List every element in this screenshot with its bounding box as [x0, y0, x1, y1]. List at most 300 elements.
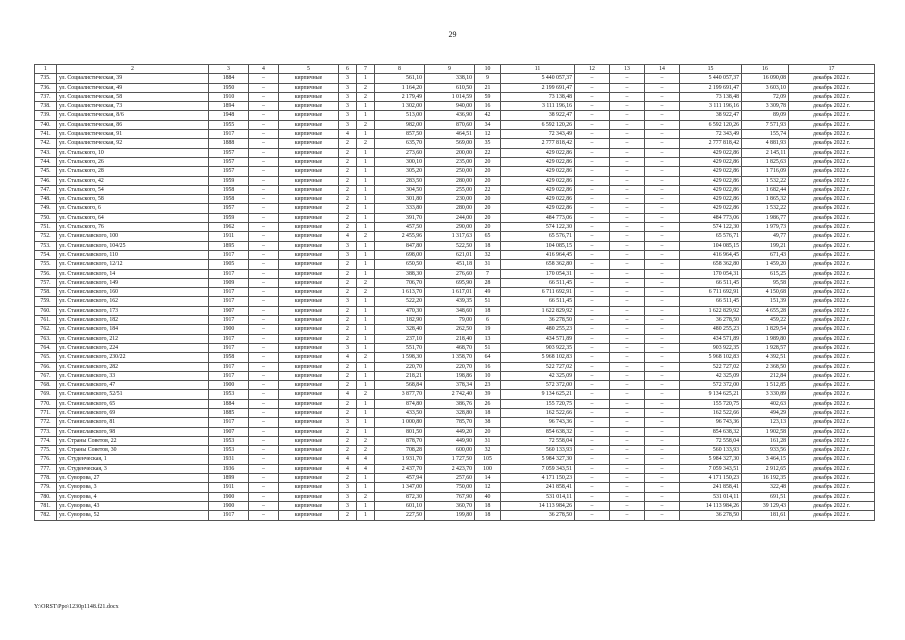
table-cell: 1	[357, 325, 375, 334]
table-cell: кирпичные	[279, 288, 339, 297]
table-cell: 51	[475, 297, 501, 306]
column-number-cell: 1	[35, 65, 57, 74]
table-cell: –	[610, 167, 645, 176]
table-cell: 742.	[35, 139, 57, 148]
table-cell: 333,80	[375, 204, 425, 213]
table-cell: –	[610, 223, 645, 232]
table-cell: 290,00	[425, 223, 475, 232]
table-cell: –	[645, 362, 680, 371]
table-cell: –	[249, 511, 279, 520]
table-cell: 182,90	[375, 316, 425, 325]
column-number-cell: 12	[575, 65, 610, 74]
table-cell: 1	[357, 111, 375, 120]
table-cell: 2	[357, 278, 375, 287]
table-cell: –	[249, 306, 279, 315]
table-cell: –	[249, 269, 279, 278]
table-cell: –	[645, 455, 680, 464]
table-cell: –	[645, 92, 680, 101]
table-cell: 433,50	[375, 408, 425, 417]
column-number-cell: 10	[475, 65, 501, 74]
table-cell: 449,20	[425, 427, 475, 436]
table-cell: –	[575, 436, 610, 445]
table-cell: –	[575, 399, 610, 408]
table-cell: ул. Станиславского, 52/51	[57, 390, 209, 399]
table-cell: 1907	[209, 427, 249, 436]
table-cell: 484 773,06	[680, 213, 742, 222]
table-cell: 874,80	[375, 399, 425, 408]
table-cell: 764.	[35, 343, 57, 352]
table-cell: 2	[339, 446, 357, 455]
table-row	[35, 474, 875, 483]
table-cell: 72 558,04	[501, 436, 575, 445]
table-cell: 5 440 057,37	[680, 74, 742, 83]
table-cell: декабрь 2022 г.	[789, 334, 875, 343]
table-cell: 1888	[209, 139, 249, 148]
column-number-cell: 8	[375, 65, 425, 74]
table-cell: 759.	[35, 297, 57, 306]
table-cell: 1955	[209, 120, 249, 129]
table-cell: –	[249, 176, 279, 185]
table-cell: –	[610, 511, 645, 520]
table-cell: 1911	[209, 232, 249, 241]
table-cell: декабрь 2022 г.	[789, 436, 875, 445]
table-cell: 2	[339, 185, 357, 194]
table-cell: 218,21	[375, 371, 425, 380]
table-cell: 7 571,93	[742, 120, 789, 129]
table-cell: 1958	[209, 195, 249, 204]
table-cell: 32	[475, 446, 501, 455]
table-row	[35, 260, 875, 269]
table-cell: –	[249, 92, 279, 101]
table-cell: декабрь 2022 г.	[789, 269, 875, 278]
table-cell: 12	[475, 483, 501, 492]
table-cell: –	[249, 418, 279, 427]
table-cell: 2	[339, 511, 357, 520]
table-cell: 162 522,66	[680, 408, 742, 417]
table-cell: 2	[339, 371, 357, 380]
table-cell: декабрь 2022 г.	[789, 157, 875, 166]
table-cell: –	[610, 241, 645, 250]
table-cell: 857,50	[375, 130, 425, 139]
table-cell: ул. Станиславского, 104/25	[57, 241, 209, 250]
table-cell: 480 255,23	[501, 325, 575, 334]
table-cell: –	[610, 83, 645, 92]
table-cell: 14	[475, 474, 501, 483]
table-cell: 1958	[209, 353, 249, 362]
table-cell: 429 022,86	[501, 148, 575, 157]
table-cell: –	[249, 371, 279, 380]
table-cell: ул. Стальского, 64	[57, 213, 209, 222]
table-cell: 2 145,11	[742, 148, 789, 157]
table-cell: –	[249, 501, 279, 510]
table-cell: ул. Суворова, 4	[57, 492, 209, 501]
table-cell: декабрь 2022 г.	[789, 92, 875, 101]
table-cell: 769.	[35, 390, 57, 399]
column-number-row	[35, 65, 875, 74]
column-number-cell: 17	[789, 65, 875, 74]
table-cell: ул. Станиславского, 160	[57, 288, 209, 297]
table-row	[35, 288, 875, 297]
table-cell: ул. Страны Советов, 22	[57, 436, 209, 445]
table-cell: 235,00	[425, 157, 475, 166]
table-cell: 72 343,49	[680, 130, 742, 139]
table-cell: 42 325,09	[680, 371, 742, 380]
table-cell: 560 133,93	[680, 446, 742, 455]
table-cell: 494,29	[742, 408, 789, 417]
table-cell: 775.	[35, 446, 57, 455]
table-cell: 6 592 120,26	[501, 120, 575, 129]
table-cell: 2	[339, 195, 357, 204]
table-cell: –	[645, 223, 680, 232]
table-cell: 16 192,35	[742, 474, 789, 483]
table-cell: 2	[357, 446, 375, 455]
table-cell: ул. Суворова, 43	[57, 501, 209, 510]
table-cell: 283,50	[375, 176, 425, 185]
table-cell: –	[645, 241, 680, 250]
table-cell: –	[575, 213, 610, 222]
table-row	[35, 399, 875, 408]
table-cell: 1 613,70	[375, 288, 425, 297]
table-cell: 1	[357, 483, 375, 492]
table-cell: 1 532,22	[742, 176, 789, 185]
table-cell: 1907	[209, 306, 249, 315]
table-cell: 104 085,15	[680, 241, 742, 250]
table-cell: кирпичные	[279, 511, 339, 520]
table-cell: –	[645, 353, 680, 362]
table-cell: –	[610, 436, 645, 445]
table-cell: 429 022,86	[501, 195, 575, 204]
table-cell: 773.	[35, 427, 57, 436]
table-cell: 1953	[209, 436, 249, 445]
table-cell: ул. Суворова, 27	[57, 474, 209, 483]
table-cell: 1	[357, 418, 375, 427]
table-cell: 1	[357, 176, 375, 185]
table-cell: 1959	[209, 176, 249, 185]
table-cell: 470,30	[375, 306, 425, 315]
table-cell: 38 922,47	[680, 111, 742, 120]
table-cell: 36 278,50	[680, 316, 742, 325]
table-cell: декабрь 2022 г.	[789, 390, 875, 399]
table-cell: кирпичные	[279, 232, 339, 241]
table-cell: 1 865,32	[742, 195, 789, 204]
table-cell: 66 511,45	[501, 278, 575, 287]
table-cell: декабрь 2022 г.	[789, 167, 875, 176]
table-cell: 772.	[35, 418, 57, 427]
table-cell: 691,51	[742, 492, 789, 501]
table-cell: –	[645, 130, 680, 139]
table-cell: ул. Социалистическая, 39	[57, 74, 209, 83]
table-cell: 73 138,48	[680, 92, 742, 101]
table-cell: 1900	[209, 501, 249, 510]
table-cell: –	[610, 195, 645, 204]
table-cell: кирпичные	[279, 185, 339, 194]
table-cell: кирпичные	[279, 427, 339, 436]
table-cell: 708,28	[375, 446, 425, 455]
table-cell: 2	[339, 381, 357, 390]
table-row	[35, 297, 875, 306]
table-cell: –	[249, 390, 279, 399]
table-cell: 1 347,00	[375, 483, 425, 492]
table-cell: кирпичные	[279, 483, 339, 492]
table-cell: 9 134 625,21	[501, 390, 575, 399]
table-cell: 2 437,70	[375, 464, 425, 473]
table-cell: 615,25	[742, 269, 789, 278]
table-cell: –	[249, 260, 279, 269]
table-cell: 777.	[35, 464, 57, 473]
table-cell: 1 000,80	[375, 418, 425, 427]
table-cell: 18	[475, 511, 501, 520]
column-number-cell: 5	[279, 65, 339, 74]
table-cell: 770.	[35, 399, 57, 408]
table-cell: –	[249, 446, 279, 455]
table-cell: 1 986,77	[742, 213, 789, 222]
table-cell: 766.	[35, 362, 57, 371]
table-cell: 161,28	[742, 436, 789, 445]
table-cell: –	[575, 427, 610, 436]
table-cell: декабрь 2022 г.	[789, 185, 875, 194]
table-cell: 735.	[35, 74, 57, 83]
table-cell: 459,22	[742, 316, 789, 325]
table-cell: 903 922,35	[501, 343, 575, 352]
table-cell: 1895	[209, 241, 249, 250]
table-cell: 2	[357, 83, 375, 92]
table-cell: кирпичные	[279, 120, 339, 129]
table-cell: ул. Станиславского, 110	[57, 250, 209, 259]
table-cell: 2 912,65	[742, 464, 789, 473]
table-cell: 1 512,85	[742, 381, 789, 390]
table-cell: 4 171 150,23	[680, 474, 742, 483]
table-cell: –	[575, 167, 610, 176]
table-cell: 4 392,51	[742, 353, 789, 362]
table-cell: –	[249, 139, 279, 148]
table-cell: –	[610, 111, 645, 120]
table-cell: 1	[357, 260, 375, 269]
table-cell: 2	[339, 176, 357, 185]
table-cell: 220,70	[425, 362, 475, 371]
table-cell: декабрь 2022 г.	[789, 306, 875, 315]
table-cell: –	[645, 418, 680, 427]
table-cell: 79,00	[425, 316, 475, 325]
table-cell: 753.	[35, 241, 57, 250]
table-cell: –	[575, 157, 610, 166]
table-cell: –	[249, 362, 279, 371]
table-cell: ул. Станиславского, 162	[57, 297, 209, 306]
table-cell: 2	[339, 223, 357, 232]
table-cell: –	[249, 204, 279, 213]
table-cell: 522,50	[425, 241, 475, 250]
table-cell: –	[575, 92, 610, 101]
table-cell: кирпичные	[279, 353, 339, 362]
table-cell: 468,70	[425, 343, 475, 352]
table-cell: ул. Стальского, 42	[57, 176, 209, 185]
table-cell: 739.	[35, 111, 57, 120]
table-cell: кирпичные	[279, 464, 339, 473]
table-cell: кирпичные	[279, 278, 339, 287]
table-cell: –	[575, 362, 610, 371]
table-cell: 2	[339, 148, 357, 157]
table-cell: кирпичные	[279, 139, 339, 148]
table-cell: 1885	[209, 408, 249, 417]
table-cell: 531 014,11	[680, 492, 742, 501]
table-cell: 1917	[209, 362, 249, 371]
table-cell: –	[645, 102, 680, 111]
table-cell: 386,76	[425, 399, 475, 408]
table-cell: 49,77	[742, 232, 789, 241]
table-cell: ул. Станиславского, 224	[57, 343, 209, 352]
table-cell: 1	[357, 511, 375, 520]
table-row	[35, 278, 875, 287]
table-cell: 1	[357, 204, 375, 213]
column-number-cell: 9	[425, 65, 475, 74]
table-cell: 2	[339, 157, 357, 166]
table-cell: –	[249, 436, 279, 445]
table-cell: 3	[339, 343, 357, 352]
table-cell: 1	[357, 371, 375, 380]
table-cell: 3	[339, 297, 357, 306]
table-cell: 170 054,31	[501, 269, 575, 278]
table-cell: 429 022,86	[501, 157, 575, 166]
table-cell: 429 022,86	[501, 167, 575, 176]
table-cell: 780.	[35, 492, 57, 501]
table-cell: 2	[339, 288, 357, 297]
table-cell: кирпичные	[279, 325, 339, 334]
table-cell: –	[249, 483, 279, 492]
table-cell: 16	[475, 102, 501, 111]
table-cell: –	[575, 269, 610, 278]
table-cell: –	[610, 130, 645, 139]
table-cell: 1	[357, 223, 375, 232]
table-cell: 18	[475, 306, 501, 315]
table-cell: –	[249, 334, 279, 343]
table-cell: 774.	[35, 436, 57, 445]
table-cell: –	[645, 288, 680, 297]
table-cell: 1	[357, 269, 375, 278]
table-cell: 750.	[35, 213, 57, 222]
table-cell: –	[610, 157, 645, 166]
table-cell: кирпичные	[279, 408, 339, 417]
table-cell: ул. Станиславского, 184	[57, 325, 209, 334]
table-cell: 785,70	[425, 418, 475, 427]
table-cell: 940,00	[425, 102, 475, 111]
table-cell: 757.	[35, 278, 57, 287]
table-cell: 2 423,70	[425, 464, 475, 473]
table-cell: 2	[339, 139, 357, 148]
table-cell: 747.	[35, 185, 57, 194]
table-cell: 3	[339, 120, 357, 129]
table-cell: кирпичные	[279, 362, 339, 371]
table-cell: кирпичные	[279, 176, 339, 185]
table-cell: 2	[339, 362, 357, 371]
table-cell: –	[249, 102, 279, 111]
table-cell: декабрь 2022 г.	[789, 278, 875, 287]
table-cell: –	[610, 306, 645, 315]
table-cell: –	[575, 223, 610, 232]
table-cell: 2	[339, 436, 357, 445]
table-cell: –	[610, 269, 645, 278]
table-cell: 1884	[209, 74, 249, 83]
table-cell: 1 727,50	[425, 455, 475, 464]
table-cell: –	[610, 427, 645, 436]
table-cell: 96 743,36	[680, 418, 742, 427]
column-number-cell: 13	[610, 65, 645, 74]
table-cell: 3	[339, 111, 357, 120]
table-cell: 1	[357, 306, 375, 315]
table-cell: 1950	[209, 83, 249, 92]
table-cell: –	[575, 195, 610, 204]
table-cell: –	[575, 250, 610, 259]
table-cell: ул. Станиславского, 33	[57, 371, 209, 380]
table-cell: 416 964,45	[501, 250, 575, 259]
table-cell: –	[610, 92, 645, 101]
table-row	[35, 250, 875, 259]
table-cell: 200,00	[425, 148, 475, 157]
table-cell: –	[575, 120, 610, 129]
table-cell: ул. Станиславского, 65	[57, 399, 209, 408]
table-cell: 2 199 691,47	[680, 83, 742, 92]
table-cell: –	[645, 297, 680, 306]
table-cell: –	[575, 241, 610, 250]
table-cell: –	[610, 260, 645, 269]
table-cell: –	[575, 381, 610, 390]
table-row	[35, 157, 875, 166]
table-cell: 779.	[35, 483, 57, 492]
table-cell: 451,18	[425, 260, 475, 269]
table-cell: 402,63	[742, 399, 789, 408]
table-cell: 1917	[209, 316, 249, 325]
table-cell: 1	[357, 250, 375, 259]
table-cell: –	[645, 343, 680, 352]
table-cell: 1910	[209, 92, 249, 101]
table-cell: –	[645, 74, 680, 83]
table-cell: 4	[339, 130, 357, 139]
table-cell: 4 655,28	[742, 306, 789, 315]
table-cell: кирпичные	[279, 334, 339, 343]
table-cell: декабрь 2022 г.	[789, 427, 875, 436]
table-cell: –	[575, 130, 610, 139]
table-cell: 3 309,78	[742, 102, 789, 111]
table-cell: 522,20	[375, 297, 425, 306]
table-cell: 301,80	[375, 195, 425, 204]
table-cell: –	[575, 306, 610, 315]
table-cell: –	[610, 474, 645, 483]
table-cell: 2	[339, 408, 357, 417]
table-cell: 457,50	[375, 223, 425, 232]
table-cell: 449,90	[425, 436, 475, 445]
table-cell: –	[645, 232, 680, 241]
table-cell: ул. Социалистическая, 86	[57, 120, 209, 129]
table-row	[35, 325, 875, 334]
table-cell: 14 113 984,26	[680, 501, 742, 510]
table-cell: 3 464,15	[742, 455, 789, 464]
table-cell: 20	[475, 176, 501, 185]
table-cell: 65 576,71	[680, 232, 742, 241]
table-cell: –	[249, 353, 279, 362]
table-cell: кирпичные	[279, 455, 339, 464]
table-cell: кирпичные	[279, 474, 339, 483]
table-cell: –	[645, 250, 680, 259]
table-cell: 348,60	[425, 306, 475, 315]
table-cell: 434 571,89	[680, 334, 742, 343]
table-cell: –	[645, 399, 680, 408]
table-cell: 241 858,41	[501, 483, 575, 492]
table-cell: –	[645, 139, 680, 148]
table-cell: 2	[357, 492, 375, 501]
table-cell: 658 362,80	[680, 260, 742, 269]
table-row	[35, 436, 875, 445]
table-cell: 35	[475, 139, 501, 148]
table-row	[35, 223, 875, 232]
table-cell: –	[610, 232, 645, 241]
